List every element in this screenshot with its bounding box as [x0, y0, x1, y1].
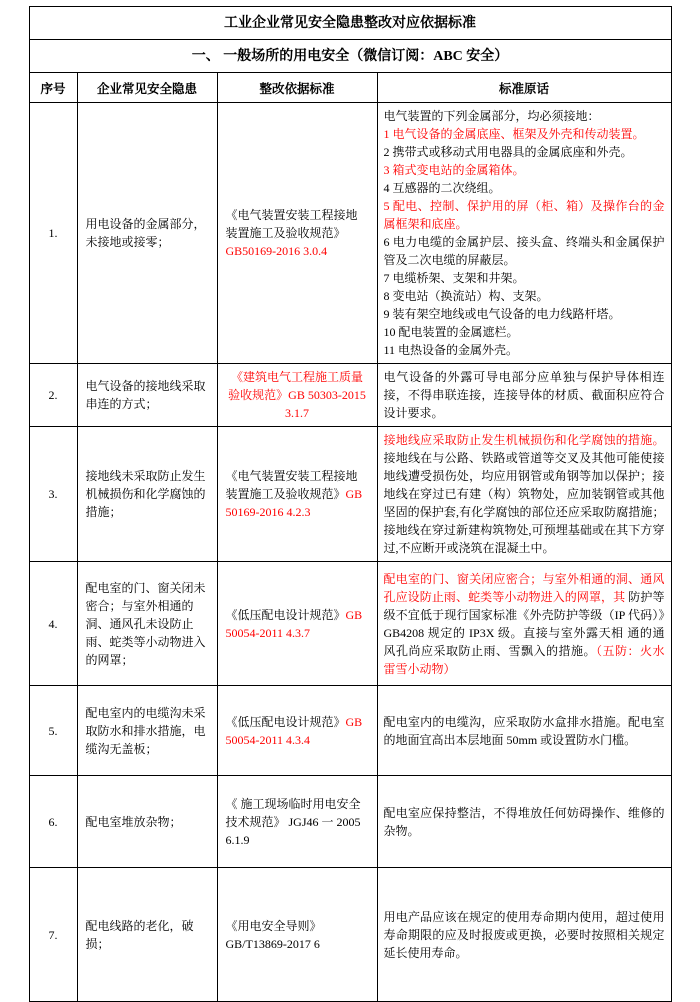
table-body: [29, 103, 671, 1002]
row-number-cell: 3.: [29, 427, 77, 562]
text-segment: GB 50169-2016 4.2.3: [225, 487, 363, 519]
text-segment: 7 电缆桥架、支架和井架。: [383, 271, 525, 285]
text-segment: GB/T13869-2017 6: [225, 936, 320, 951]
hazard-cell: 配电室堆放杂物；: [77, 776, 217, 868]
hazard-cell: 电气设备的接地线采取串连的方式；: [77, 364, 217, 427]
basis-cell: [217, 868, 377, 1002]
text-segment: 2 携带式或移动式用电器具的金属底座和外壳。: [383, 145, 633, 159]
column-header: 序号: [29, 73, 77, 103]
basis-cell: [217, 103, 377, 364]
text-segment: 接地线在与公路、铁路或管道等交叉及其他可能使接地线遭受损伤处，均应用钢管或角钢等加以保护；接地线在穿过已有建（构）筑物处，应加装钢管或其他坚固的保护套,有化学腐蚀的部位还应采取防腐措施；接地线在穿过新建构筑物处,可预埋基础或在其下方穿过,不应断开或浇筑在混凝土中。: [383, 451, 665, 555]
standard-cell: [377, 686, 671, 776]
standard-cell: [377, 868, 671, 1002]
section-title: 一、 一般场所的用电安全（微信订阅：ABC 安全）: [29, 40, 671, 73]
row-number-cell: 5.: [29, 686, 77, 776]
text-segment: 配电室内的电缆沟，应采取防水盒排水措施。配电室的地面宜高出本层地面 50mm 或设置防水门槛。: [383, 714, 665, 747]
basis-cell: [217, 776, 377, 868]
text-segment: 《 施工现场临时用电安全技术规范》 JGJ46 一 2005 6.1.9: [225, 796, 361, 847]
title-row: [29, 7, 671, 40]
column-header: 整改依据标准: [217, 73, 377, 103]
text-segment: （五防：火水雷雪小动物）: [383, 643, 665, 676]
text-segment: 11 电热设备的金属外壳。: [383, 343, 519, 357]
hazard-cell: 配电室的门、窗关闭未密合；与室外相通的洞、通风孔未设防止雨、蛇类等小动物进入的网罩；: [77, 562, 217, 686]
standard-cell: [377, 103, 671, 364]
hazard-cell: 用电设备的金属部分，未接地或接零；: [77, 103, 217, 364]
standard-cell: [377, 364, 671, 427]
text-segment: 《低压配电设计规范》: [225, 607, 346, 622]
table-row: [29, 562, 671, 686]
row-number-cell: 1.: [29, 103, 77, 364]
text-segment: 配电室的门、窗关闭应密合；与室外相通的洞、通风孔应设防止雨、蛇类等小动物进入的网罩，其: [383, 571, 665, 604]
table-row: [29, 776, 671, 868]
document-title: 工业企业常见安全隐患整改对应依据标准: [29, 7, 671, 40]
column-header: 标准原话: [377, 73, 671, 103]
hazard-cell: 接地线未采取防止发生机械损伤和化学腐蚀的措施；: [77, 427, 217, 562]
hazard-cell: 配电线路的老化，破损；: [77, 868, 217, 1002]
standard-cell: [377, 427, 671, 562]
text-segment: 5 配电、控制、保护用的屏（柜、箱）及操作台的金属框架和底座。: [383, 199, 665, 231]
text-segment: 3 箱式变电站的金属箱体。: [383, 163, 525, 177]
basis-cell: [217, 686, 377, 776]
row-number-cell: 7.: [29, 868, 77, 1002]
text-segment: 《建筑电气工程施工质量验收规范》GB 50303-2015 3.1.7: [228, 370, 366, 420]
text-segment: 接地线应采取防止发生机械损伤和化学腐蚀的措施。: [383, 433, 665, 447]
basis-cell: [217, 562, 377, 686]
text-segment: GB 50054-2011 4.3.4: [225, 714, 363, 747]
text-segment: GB 50054-2011 4.3.7: [225, 607, 363, 640]
text-segment: 用电产品应该在规定的使用寿命期内使用，超过使用寿命期限的应及时报废或更换，必要时按照相关规定延长使用寿命。: [383, 909, 665, 960]
text-segment: 《电气装置安装工程接地装置施工及验收规范》: [225, 469, 358, 501]
text-segment: 《电气装置安装工程接地装置施工及验收规范》: [225, 208, 358, 240]
text-segment: 《低压配电设计规范》: [225, 714, 346, 729]
table-row: [29, 103, 671, 364]
text-segment: GB50169-2016 3.0.4: [225, 244, 328, 258]
text-segment: 6 电力电缆的金属护层、接头盒、终端头和金属保护管及二次电缆的屏蔽层。: [383, 235, 665, 267]
row-number-cell: 2.: [29, 364, 77, 427]
table-row: [29, 686, 671, 776]
safety-standards-table: [29, 6, 672, 1002]
basis-cell: [217, 427, 377, 562]
text-segment: 电气装置的下列金属部分，均必须接地：: [383, 109, 600, 123]
row-number-cell: 4.: [29, 562, 77, 686]
table-header-row: [29, 73, 671, 103]
hazard-cell: 配电室内的电缆沟未采取防水和排水措施，电缆沟无盖板；: [77, 686, 217, 776]
text-segment: 8 变电站（换流站）构、支架。: [383, 289, 549, 303]
row-number-cell: 6.: [29, 776, 77, 868]
text-segment: 《用电安全导则》: [225, 918, 322, 933]
column-header: 企业常见安全隐患: [77, 73, 217, 103]
table-row: [29, 364, 671, 427]
text-segment: 1 电气设备的金属底座、框架及外壳和传动装置。: [383, 127, 645, 141]
text-segment: 防护等级不宜低于现行国家标准《外壳防护等级（IP 代码）》GB4208 规定的 IP3X 级。直接与室外露天相 通的通风孔尚应采取防止雨、雪飘入的措施。: [383, 589, 665, 658]
text-segment: 4 互感器的二次绕组。: [383, 181, 501, 195]
section-row: [29, 40, 671, 73]
text-segment: 9 装有架空地线或电气设备的电力线路杆塔。: [383, 307, 621, 321]
table-row: [29, 868, 671, 1002]
standard-cell: [377, 562, 671, 686]
table-row: [29, 427, 671, 562]
text-segment: 10 配电装置的金属遮栏。: [383, 325, 519, 339]
text-segment: 电气设备的外露可导电部分应单独与保护导体相连接，不得串联连接，连接导体的材质、截面积应符合设计要求。: [383, 370, 665, 420]
text-segment: 配电室应保持整洁，不得堆放任何妨碍操作、维修的杂物。: [383, 805, 665, 838]
basis-cell: [217, 364, 377, 427]
standard-cell: [377, 776, 671, 868]
